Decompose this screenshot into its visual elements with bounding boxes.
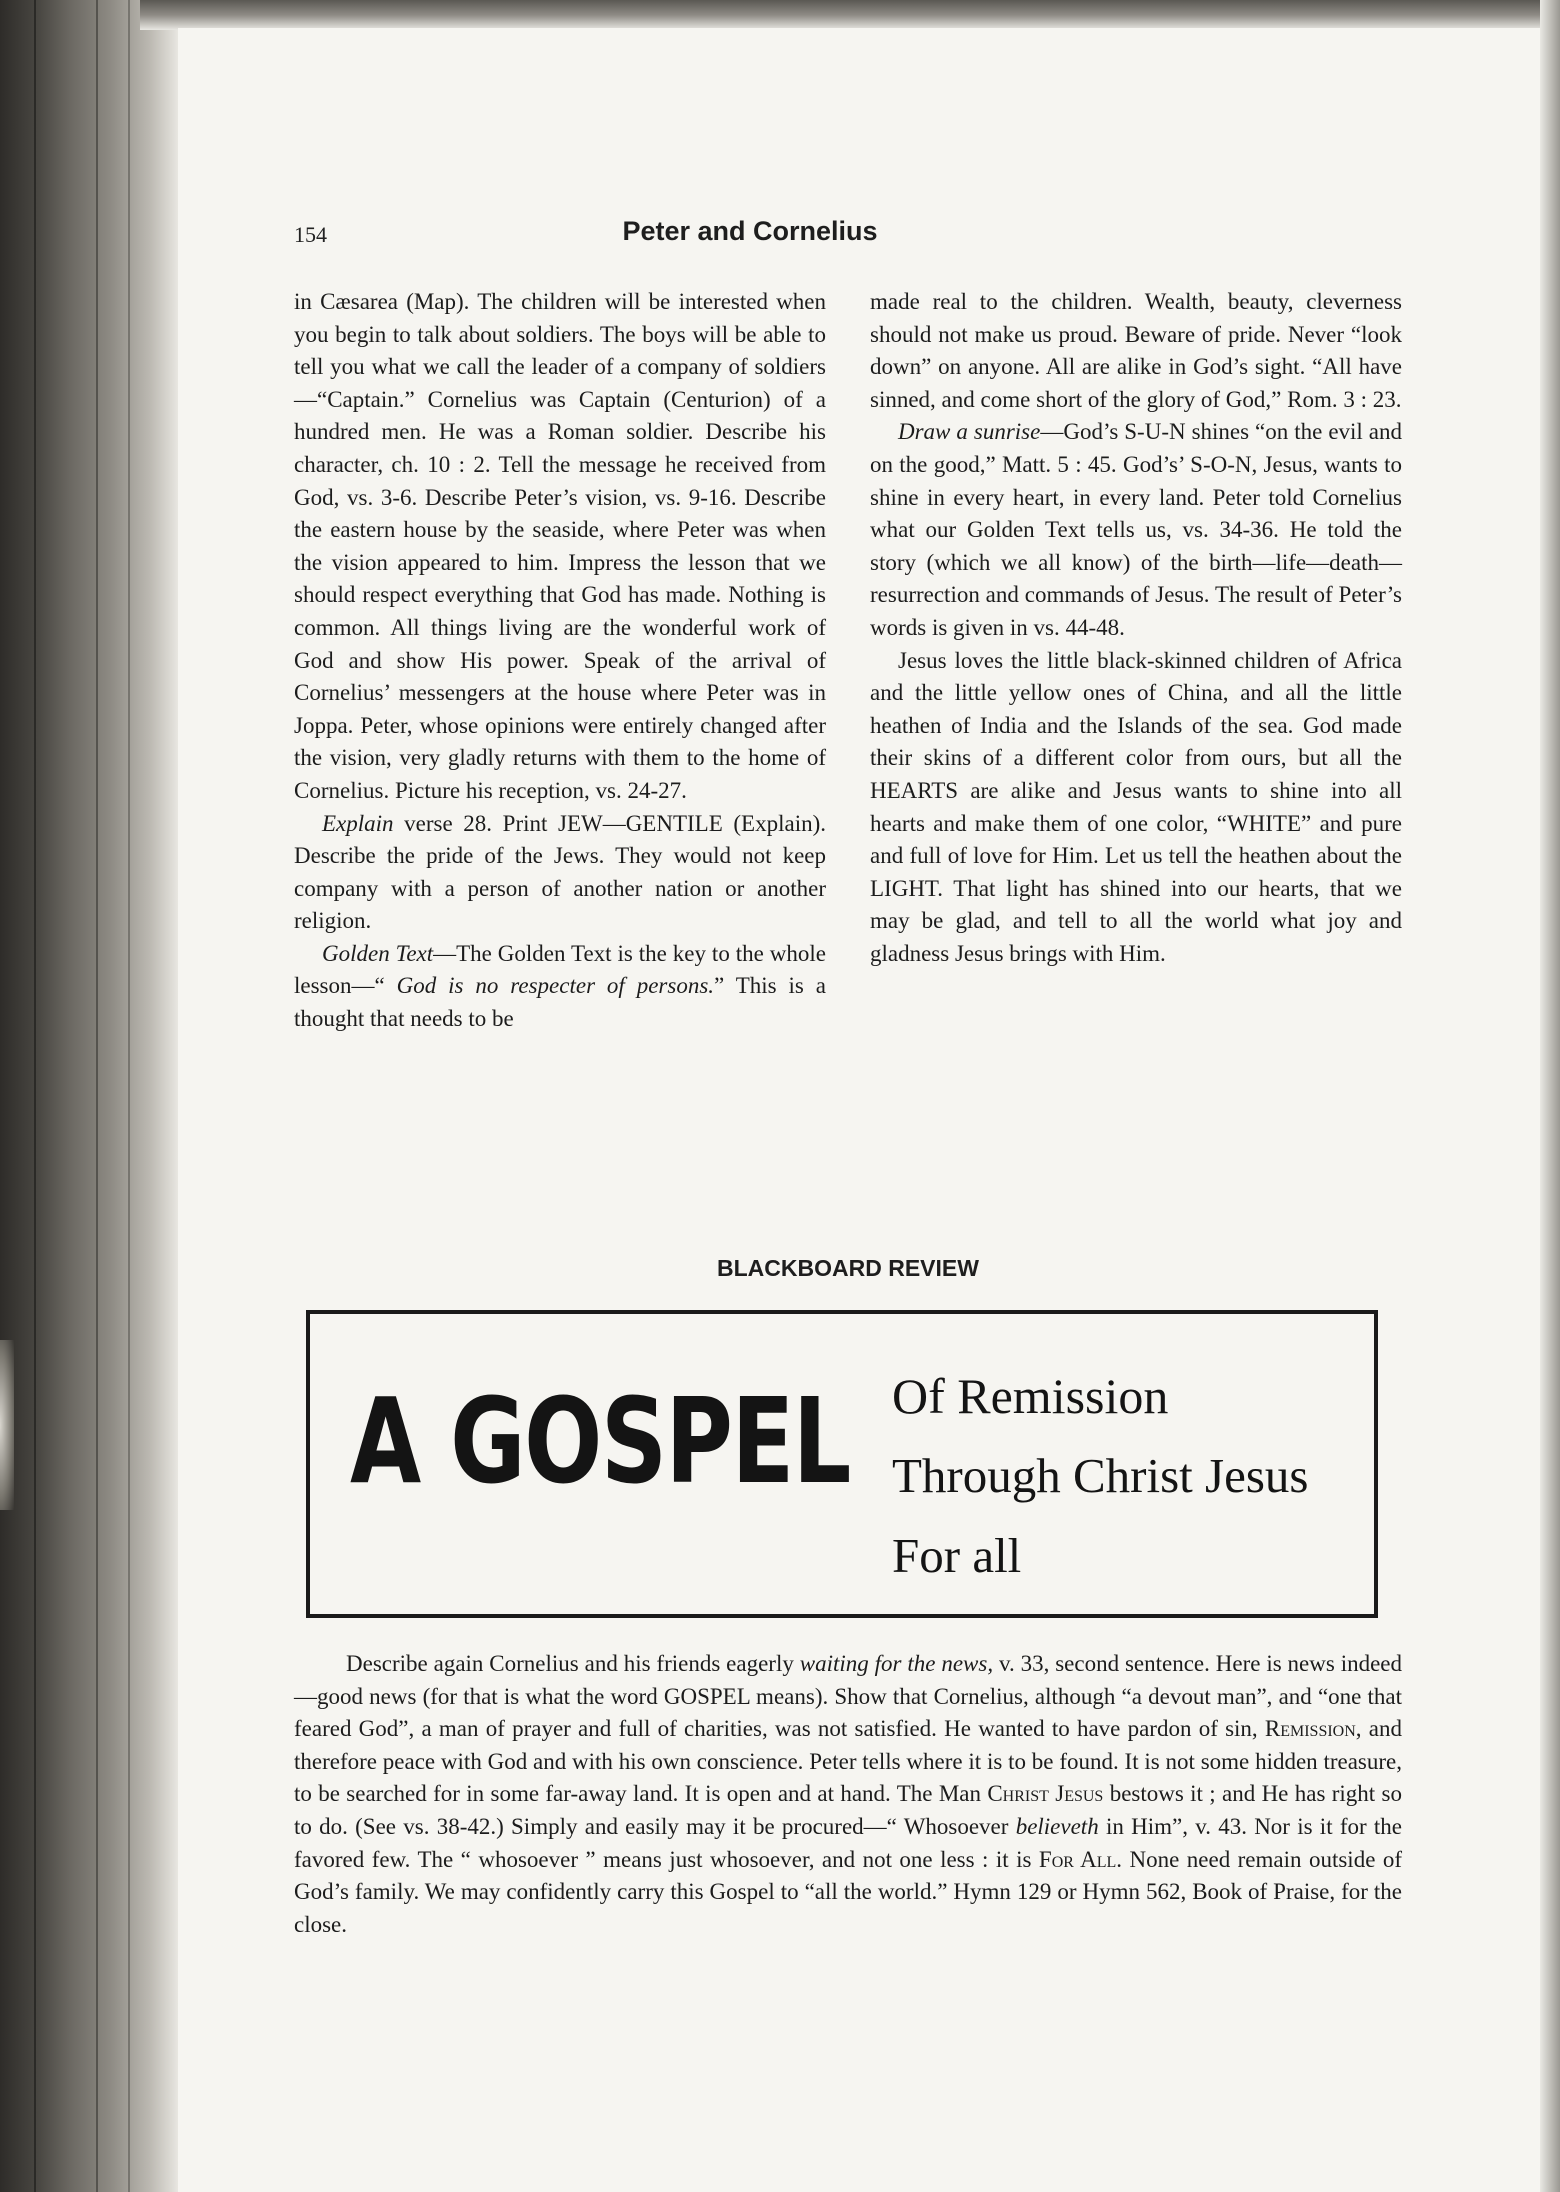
paragraph-text: in Him”, v. 43. Nor is it for the favored few. The “ whosoever ” means just whosoever, and not one less : it is	[294, 1813, 1402, 1872]
page-top-edge	[140, 0, 1560, 30]
running-title: Peter and Cornelius	[622, 216, 878, 246]
paragraph-text: Describe again Cornelius and his friends eagerly	[346, 1651, 800, 1676]
italic-lead: Golden Text	[322, 940, 434, 966]
page-right-edge	[1540, 0, 1560, 2192]
page	[178, 28, 1540, 2192]
blackboard-line-3: For all	[892, 1528, 1022, 1583]
paragraph: Jesus loves the little black-skinned children of Africa and the little yellow ones of China, and all the little heathen of India and the Islands of the sea. God made their skins of a different color from ours, but all the HEARTS are alike and Jesus wants to shine into all hearts and make them of one color, “WHITE” and pure and full of love for Him. Let us tell the heathen about the LIGHT. That light has shined into our hearts, that we may be glad, and tell to all the world what joy and gladness Jesus brings with Him.	[870, 647, 1402, 966]
italic-phrase: waiting for the news,	[799, 1651, 994, 1676]
paragraph-text: v. 33, second sentence. Here is news indeed—good news (for that is what the word GOSPEL means). Show that Cornelius, although “a devout man”, and “one that feared God”, a man of prayer and full of charities, was not satisfied. He wanted to have pardon of sin,	[294, 1651, 1403, 1742]
blackboard-lines	[892, 1356, 1362, 1596]
two-column-body	[294, 286, 1402, 1036]
paragraph-text: . None need remain outside of God’s family. We may confidently carry this Gospel to “all the world.” Hymn 129 or Hymn 562, Book of Praise, for the close.	[294, 1846, 1403, 1937]
paragraph	[294, 938, 826, 1036]
binding-line	[34, 0, 36, 2192]
paragraph-text: —God’s S-U-N shines “on the evil and on the good,” Matt. 5 : 45. God’s’ S-O-N, Jesus, wants to shine in every heart, in every land. Peter told Cornelius what our Golden Text tells us, vs. 34-36. He told the story (which we all know) of the birth—life—death—resurrection and commands of Jesus. The result of Peter’s words is given in vs. 44-48.	[870, 419, 1402, 640]
small-caps-word: Remission	[1264, 1716, 1356, 1742]
paragraph	[870, 416, 1402, 644]
paragraph: made real to the children. Wealth, beauty, cleverness should not make us proud. Beware of pride. Never “look down” on anyone. All are alike in God’s sight. “All have sinned, and come short of the glory of God,” Rom. 3 : 23.	[870, 289, 1402, 412]
paragraph-text: , and therefore peace with God and with his own conscience. Peter tells where it is to be found. It is not some hidden treasure, to be searched for in some far-away land. It is open and at hand. The Man	[294, 1716, 1402, 1807]
italic-phrase: believeth	[1015, 1813, 1099, 1839]
blackboard-line-2: Through Christ Jesus	[892, 1448, 1309, 1503]
page-number: 154	[294, 222, 327, 247]
italic-lead: Explain	[322, 810, 394, 836]
binding-line	[128, 0, 130, 2192]
paragraph-text: ” This is a thought that needs to be	[294, 973, 827, 1032]
blackboard-box	[306, 1310, 1378, 1618]
spine-shadow	[0, 1340, 14, 1510]
golden-text-quote: God is no respecter of persons.	[396, 973, 715, 999]
paragraph-text: bestows it ; and He has right so to do. (See vs. 38-42.) Simply and easily may it be procured—“ Whosoever	[294, 1781, 1402, 1839]
italic-lead: Draw a sunrise	[898, 419, 1041, 445]
blackboard-line-1: Of Remission	[892, 1368, 1169, 1424]
right-column	[870, 286, 1402, 1036]
closing-paragraph	[294, 1648, 1402, 1941]
page-header	[294, 216, 1206, 256]
small-caps-word: Christ Jesus	[987, 1781, 1104, 1807]
paragraph-text: —The Golden Text is the key to the whole lesson—“	[294, 940, 826, 999]
blackboard-big-text: A GOSPEL	[350, 1372, 850, 1510]
paragraph-text: verse 28. Print JEW—GENTILE (Explain). Describe the pride of the Jews. They would not keep company with a person of another nation or another religion.	[294, 810, 826, 934]
blackboard-review-heading: BLACKBOARD REVIEW	[717, 1255, 979, 1281]
closing-paragraph-block	[294, 1648, 1402, 1941]
left-column	[294, 286, 826, 1036]
paragraph: in Cæsarea (Map). The children will be interested when you begin to talk about soldiers. The boys will be able to tell you what we call the leader of a company of soldiers—“Captain.” Cornelius was Captain (Centurion) of a hundred men. He was a Roman soldier. Describe his character, ch. 10 : 2. Tell the message he received from God, vs. 3-6. Describe Peter’s vision, vs. 9-16. Describe the eastern house by the seaside, where Peter was when the vision appeared to him. Impress the lesson that we should respect everything that God has made. Nothing is common. All things living are the wonderful work of God and show His power. Speak of the arrival of Cornelius’ messengers at the house where Peter was in Joppa. Peter, whose opinions were entirely changed after the vision, very gladly returns with them to the home of Cornelius. Picture his reception, vs. 24-27.	[294, 289, 826, 803]
paragraph	[294, 808, 826, 938]
binding-line	[96, 0, 98, 2192]
small-caps-word: For All	[1038, 1846, 1117, 1872]
